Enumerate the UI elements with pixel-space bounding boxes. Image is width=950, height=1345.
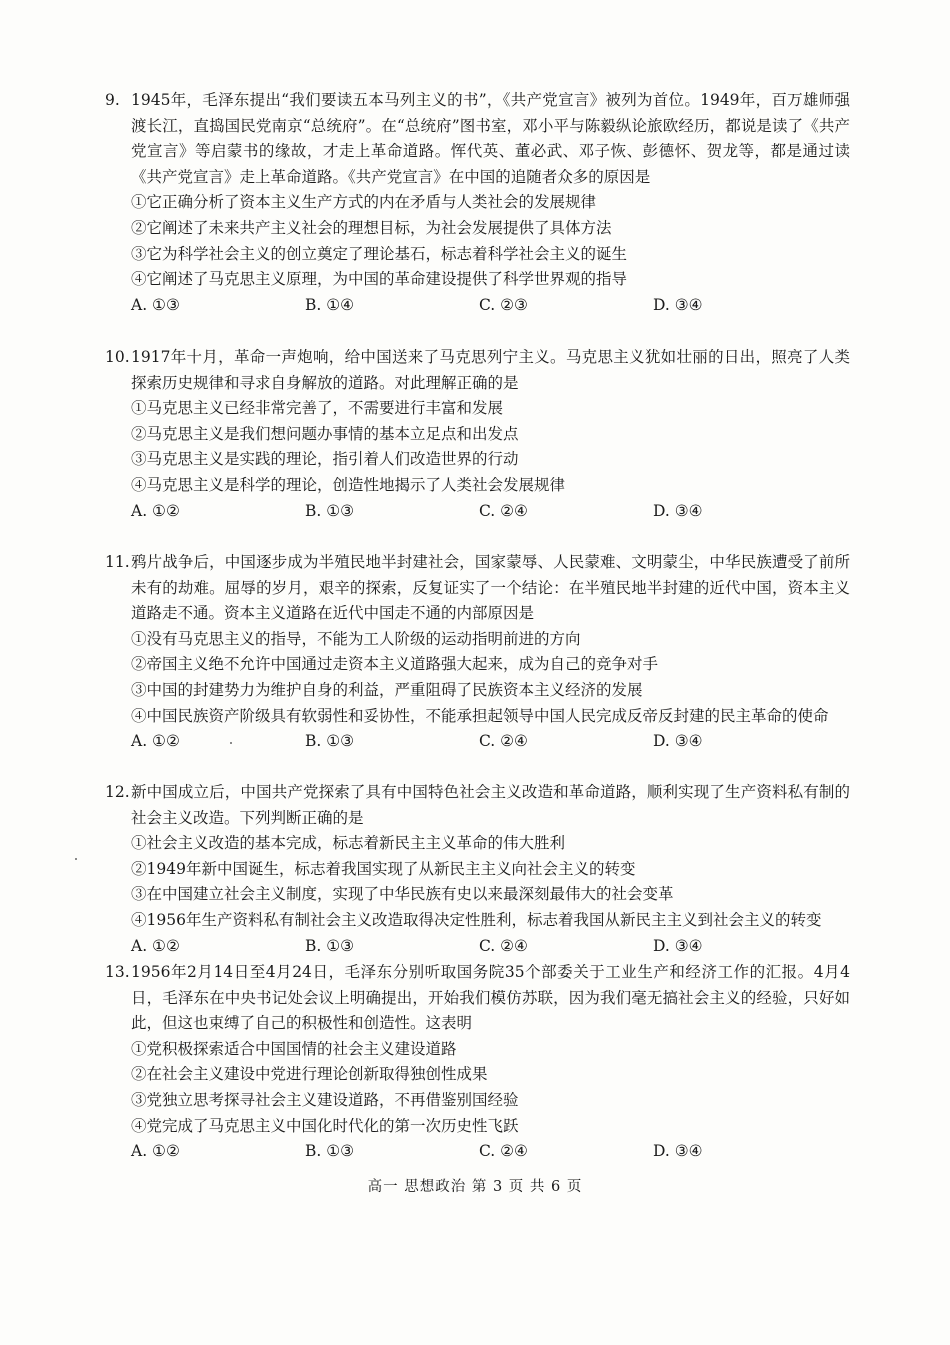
option-statement: ④党完成了马克思主义中国化时代化的第一次历史性飞跃 bbox=[131, 1116, 519, 1135]
option-statement: ②1949年新中国诞生，标志着我国实现了从新民主主义向社会主义的转变 bbox=[131, 859, 636, 878]
question-stem: 1917年十月，革命一声炮响，给中国送来了马克思列宁主义。马克思主义犹如壮丽的日出，照亮了人类探索历史规律和寻求自身解放的道路。对此理解正确的是 bbox=[131, 348, 850, 392]
question-number: 9. bbox=[105, 91, 120, 109]
choice-d: D. ③④ bbox=[653, 1142, 703, 1161]
option-statement: ①它正确分析了资本主义生产方式的内在矛盾与人类社会的发展规律 bbox=[131, 193, 597, 212]
choice-b: B. ①③ bbox=[305, 501, 355, 520]
choice-a: A. ①② bbox=[131, 1142, 180, 1161]
option-statement: ③在中国建立社会主义制度，实现了中华民族有史以来最深刻最伟大的社会变革 bbox=[131, 885, 674, 904]
question-9 bbox=[105, 88, 850, 318]
option-statement: ③它为科学社会主义的创立奠定了理论基石，标志着科学社会主义的诞生 bbox=[131, 244, 628, 263]
option-statement: ①社会主义改造的基本完成，标志着新民主主义革命的伟大胜利 bbox=[131, 834, 566, 853]
question-number: 10. bbox=[105, 348, 130, 366]
question-12 bbox=[105, 780, 850, 959]
option-statement: ①党积极探索适合中国国情的社会主义建设道路 bbox=[131, 1039, 457, 1058]
choice-b: B. ①④ bbox=[305, 295, 355, 314]
question-number: 13. bbox=[105, 963, 130, 981]
choice-c: C. ②④ bbox=[479, 501, 528, 520]
answer-choices bbox=[131, 293, 850, 319]
option-statement: ②马克思主义是我们想问题办事情的基本立足点和出发点 bbox=[131, 424, 519, 443]
choice-a: A. ①② bbox=[131, 501, 180, 520]
scan-speck bbox=[75, 858, 77, 860]
choice-b: B. ①③ bbox=[305, 936, 355, 955]
option-statement: ④中国民族资产阶级具有软弱性和妥协性，不能承担起领导中国人民完成反帝反封建的民主革命的使命 bbox=[131, 706, 829, 725]
choice-c: C. ②③ bbox=[479, 295, 528, 314]
choice-d: D. ③④ bbox=[653, 732, 703, 751]
choice-d: D. ③④ bbox=[653, 501, 703, 520]
choice-a: A. ①③ bbox=[131, 295, 180, 314]
choice-b: B. ①③ bbox=[305, 1142, 355, 1161]
question-stem: 1956年2月14日至4月24日，毛泽东分别听取国务院35个部委关于工业生产和经济工作的汇报。4月4日，毛泽东在中央书记处会议上明确提出，开始我们模仿苏联，因为我们毫无搞社会主义的经验，只好如此，但这也束缚了自己的积极性和创造性。这表明 bbox=[131, 963, 850, 1033]
answer-choices bbox=[131, 729, 850, 755]
option-statement: ②在社会主义建设中党进行理论创新取得独创性成果 bbox=[131, 1065, 488, 1084]
option-statement: ③马克思主义是实践的理论，指引着人们改造世界的行动 bbox=[131, 450, 519, 469]
choice-c: C. ②④ bbox=[479, 1142, 528, 1161]
choice-c: C. ②④ bbox=[479, 732, 528, 751]
option-statement: ④马克思主义是科学的理论，创造性地揭示了人类社会发展规律 bbox=[131, 475, 566, 494]
option-statement: ①马克思主义已经非常完善了，不需要进行丰富和发展 bbox=[131, 399, 504, 418]
option-statement: ②帝国主义绝不允许中国通过走资本主义道路强大起来，成为自己的竞争对手 bbox=[131, 655, 659, 674]
option-statement: ③党独立思考探寻社会主义建设道路，不再借鉴别国经验 bbox=[131, 1090, 519, 1109]
option-statement: ②它阐述了未来共产主义社会的理想目标，为社会发展提供了具体方法 bbox=[131, 218, 612, 237]
question-stem: 1945年，毛泽东提出“我们要读五本马列主义的书”，《共产党宣言》被列为首位。1949年，百万雄师强渡长江，直捣国民党南京“总统府”。在“总统府”图书室，邓小平与陈毅纵论旅欧经历，都说是读了《共产党宣言》等启蒙书的缘故，才走上革命道路。恽代英、董必武、邓子恢、彭德怀、贺龙等，都是通过读《共产党宣言》走上革命道路。《共产党宣言》在中国的追随者众多的原因是 bbox=[131, 91, 850, 186]
question-number: 11. bbox=[105, 553, 130, 571]
option-statement: ①没有马克思主义的指导，不能为工人阶级的运动指明前进的方向 bbox=[131, 629, 581, 648]
answer-choices bbox=[131, 934, 850, 960]
answer-choices bbox=[131, 499, 850, 525]
question-11 bbox=[105, 550, 850, 755]
answer-choices bbox=[131, 1139, 850, 1165]
question-13 bbox=[105, 960, 850, 1165]
choice-d: D. ③④ bbox=[653, 936, 703, 955]
choice-c: C. ②④ bbox=[479, 936, 528, 955]
question-stem: 新中国成立后，中国共产党探索了具有中国特色社会主义改造和革命道路，顺利实现了生产资料私有制的社会主义改造。下列判断正确的是 bbox=[131, 783, 850, 827]
scan-speck bbox=[230, 742, 232, 744]
choice-a: A. ①② bbox=[131, 732, 180, 751]
question-10 bbox=[105, 345, 850, 524]
option-statement: ④它阐述了马克思主义原理，为中国的革命建设提供了科学世界观的指导 bbox=[131, 270, 628, 289]
option-statement: ③中国的封建势力为维护自身的利益，严重阻碍了民族资本主义经济的发展 bbox=[131, 680, 643, 699]
choice-d: D. ③④ bbox=[653, 295, 703, 314]
page-footer: 高一 思想政治 第 3 页 共 6 页 bbox=[367, 1179, 583, 1195]
option-statement: ④1956年生产资料私有制社会主义改造取得决定性胜利，标志着我国从新民主主义到社会主义的转变 bbox=[131, 910, 822, 929]
choice-a: A. ①② bbox=[131, 936, 180, 955]
choice-b: B. ①③ bbox=[305, 732, 355, 751]
question-stem: 鸦片战争后，中国逐步成为半殖民地半封建社会，国家蒙辱、人民蒙难、文明蒙尘，中华民族遭受了前所未有的劫难。屈辱的岁月，艰辛的探索，反复证实了一个结论：在半殖民地半封建的近代中国，资本主义道路走不通。资本主义道路在近代中国走不通的内部原因是 bbox=[131, 553, 850, 623]
question-number: 12. bbox=[105, 783, 130, 801]
